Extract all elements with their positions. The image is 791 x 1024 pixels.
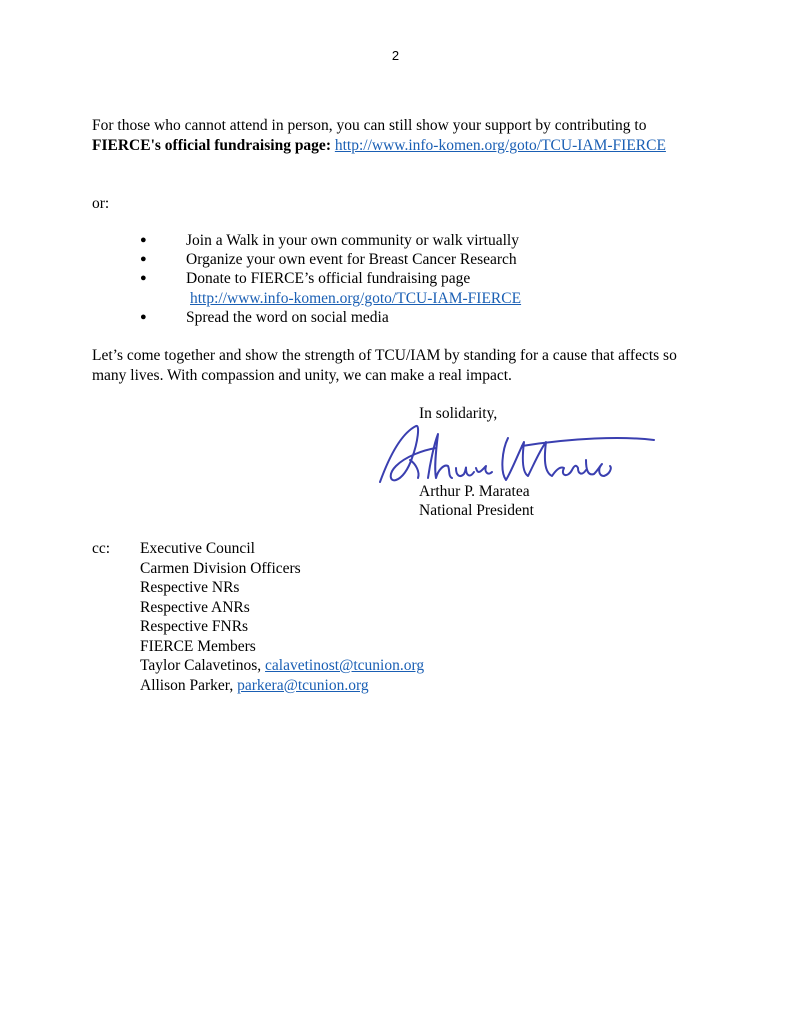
cc-label: cc: bbox=[92, 540, 111, 557]
cc-email-link[interactable]: calavetinost@tcunion.org bbox=[265, 657, 425, 674]
cc-recipient: FIERCE Members bbox=[140, 637, 256, 655]
bullet-dot: ● bbox=[140, 272, 147, 284]
cc-recipient-name: Allison Parker, bbox=[140, 676, 238, 694]
intro-paragraph bbox=[92, 116, 712, 155]
bullet-text: Organize your own event for Breast Cancer Research bbox=[186, 251, 517, 268]
cc-recipient-with-email bbox=[140, 656, 424, 676]
signer-title: National President bbox=[419, 502, 534, 519]
bullet-dot: ● bbox=[140, 311, 147, 323]
cc-recipient: Respective ANRs bbox=[140, 598, 250, 616]
bullet-dot: ● bbox=[140, 253, 147, 265]
cc-recipient: Executive Council bbox=[140, 540, 255, 557]
cc-recipient: Respective FNRs bbox=[140, 618, 249, 635]
or-label: or: bbox=[92, 195, 110, 212]
donate-fundraising-link[interactable]: http://www.info-komen.org/goto/TCU-IAM-FIERCE bbox=[190, 290, 522, 307]
bullet-text: Spread the word on social media bbox=[186, 309, 389, 326]
bullet-dot: ● bbox=[140, 234, 147, 246]
intro-bold-text: FIERCE's official fundraising page: bbox=[92, 136, 331, 154]
cc-email-link[interactable]: parkera@tcunion.org bbox=[237, 676, 369, 694]
intro-text: For those who cannot attend in person, you can still show your support by contributing to bbox=[92, 117, 647, 134]
cc-recipient-name: Taylor Calavetinos, bbox=[140, 657, 266, 674]
signer-name: Arthur P. Maratea bbox=[419, 483, 530, 500]
cc-recipient-with-email bbox=[140, 676, 424, 696]
cc-recipient: Respective NRs bbox=[140, 579, 240, 596]
cc-recipient: Carmen Division Officers bbox=[140, 559, 301, 577]
sign-off: In solidarity, bbox=[419, 405, 498, 422]
bullet-donate-link-line bbox=[190, 289, 521, 309]
closing-paragraph: Let’s come together and show the strength of TCU/IAM by standing for a cause that affects so many lives. With compassion and unity, we can make a real impact. bbox=[92, 347, 677, 384]
bullet-text: Join a Walk in your own community or walk virtually bbox=[186, 232, 519, 249]
page-number: 2 bbox=[391, 48, 400, 63]
bullet-text: Donate to FIERCE’s official fundraising page bbox=[186, 270, 471, 287]
fundraising-link[interactable]: http://www.info-komen.org/goto/TCU-IAM-FIERCE bbox=[334, 136, 666, 154]
cc-recipient-list bbox=[140, 539, 424, 695]
